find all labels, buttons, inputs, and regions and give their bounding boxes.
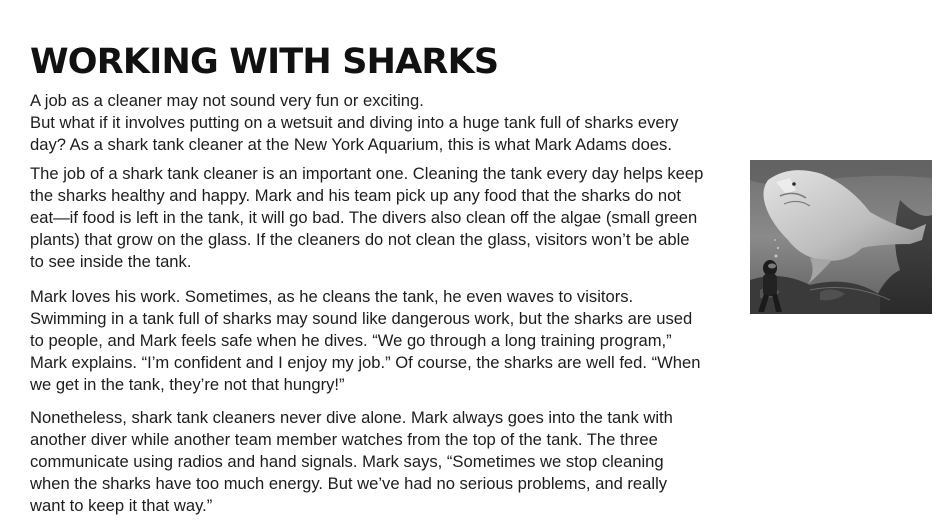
paragraph-line: communicate using radios and hand signals. Mark says, “Sometimes we stop cleaning <box>30 452 664 471</box>
paragraph-job-description <box>30 163 752 273</box>
paragraph-line: we get in the tank, they’re not that hungry!” <box>30 375 345 394</box>
paragraph-line: But what if it involves putting on a wetsuit and diving into a huge tank full of sharks every <box>30 113 679 132</box>
paragraph-line: The job of a shark tank cleaner is an important one. Cleaning the tank every day helps keep <box>30 164 704 183</box>
paragraph-line: eat—if food is left in the tank, it will go bad. The divers also clean off the algae (small green <box>30 208 698 227</box>
paragraph-line: plants) that grow on the glass. If the cleaners do not clean the glass, visitors won’t be able <box>30 230 690 249</box>
paragraph-line: the sharks healthy and happy. Mark and his team pick up any food that the sharks do not <box>30 186 681 205</box>
paragraph-never-dive-alone <box>30 407 746 517</box>
paragraph-line: Mark loves his work. Sometimes, as he cleans the tank, he even waves to visitors. <box>30 287 634 306</box>
article-title: WORKING WITH SHARKS <box>30 42 499 82</box>
paragraph-line: to people, and Mark feels safe when he dives. “We go through a long training program,” <box>30 331 672 350</box>
paragraph-line: to see inside the tank. <box>30 252 192 271</box>
bubble <box>775 255 778 258</box>
bubble <box>777 247 779 249</box>
paragraph-line: another diver while another team member watches from the top of the tank. The three <box>30 430 658 449</box>
shark-eye <box>792 182 796 186</box>
paragraph-mark-loves-work <box>30 286 752 396</box>
paragraph-line: when the sharks have too much energy. But we’ve had no serious problems, and really <box>30 474 668 493</box>
paragraph-line: want to keep it that way.” <box>30 496 213 515</box>
paragraph-line: A job as a cleaner may not sound very fun or exciting. <box>30 91 424 110</box>
shark-and-diver-photo <box>750 160 932 314</box>
paragraph-line: Mark explains. “I’m confident and I enjoy my job.” Of course, the sharks are well fed. “When <box>30 353 701 372</box>
paragraph-line: Nonetheless, shark tank cleaners never dive alone. Mark always goes into the tank with <box>30 408 673 427</box>
paragraph-line: Swimming in a tank full of sharks may sound like dangerous work, but the sharks are used <box>30 309 693 328</box>
shark-photo-illustration <box>750 160 932 314</box>
paragraph-line: day? As a shark tank cleaner at the New York Aquarium, this is what Mark Adams does. <box>30 135 672 154</box>
bubble <box>774 239 776 241</box>
paragraph-intro <box>30 90 765 156</box>
